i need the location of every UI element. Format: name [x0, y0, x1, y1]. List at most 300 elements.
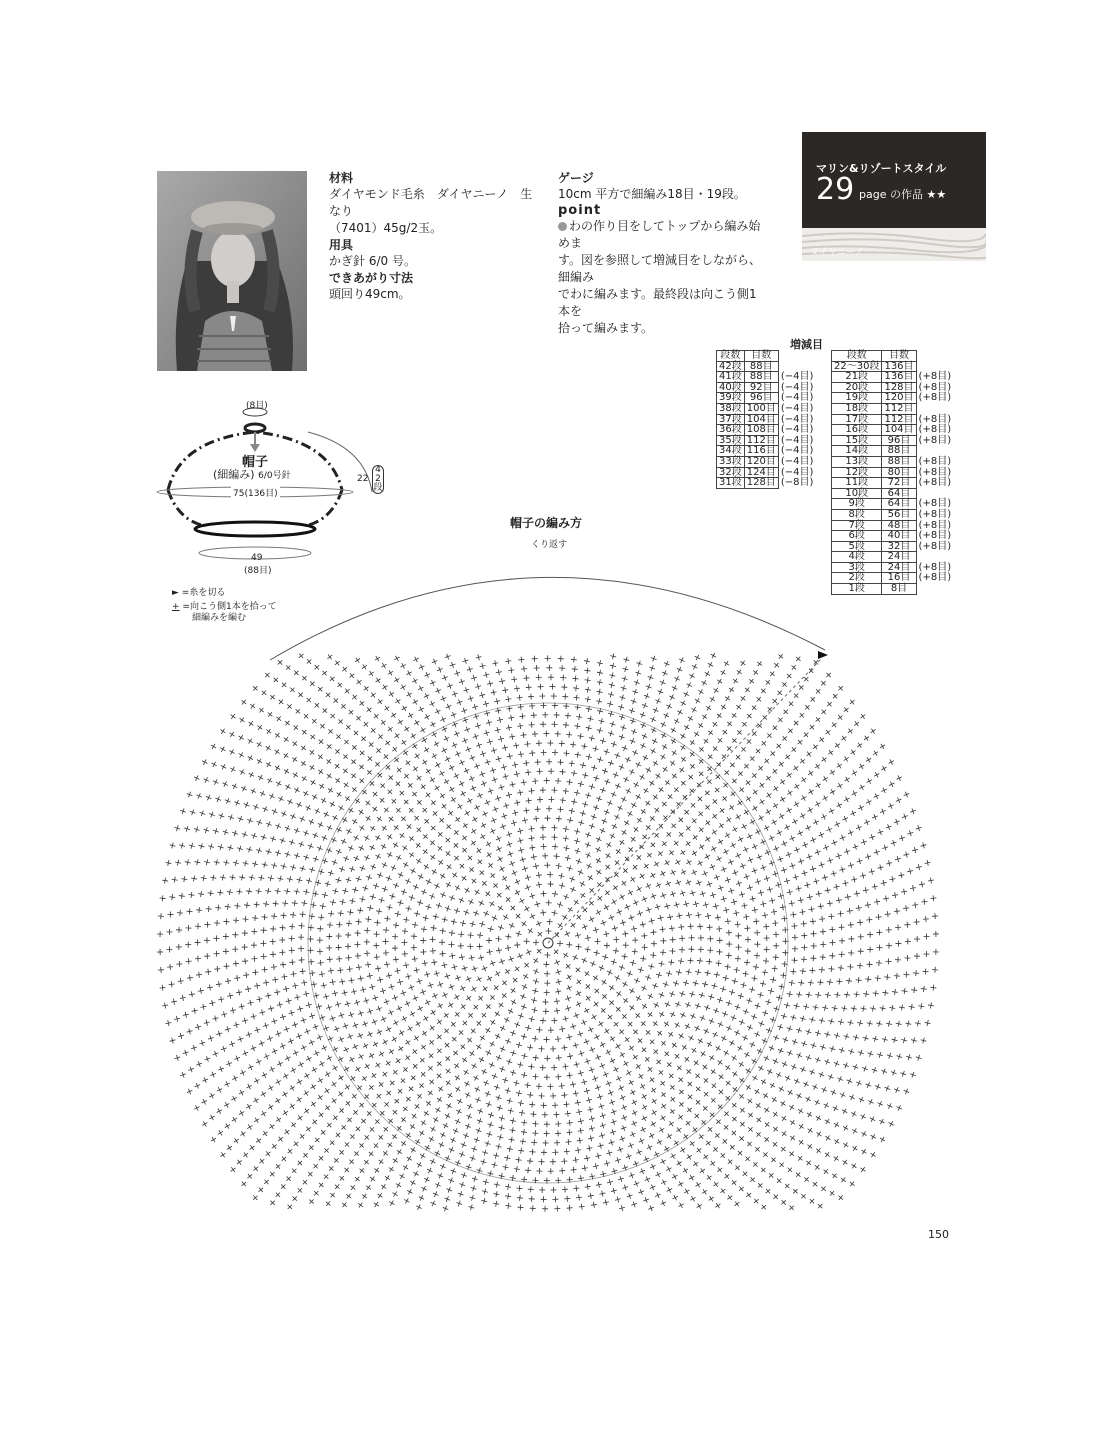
stitch-mark: [804, 1095, 812, 1103]
stitch-mark: [430, 868, 438, 876]
stitch-mark: [309, 778, 317, 786]
point-line-2: す。図を参照して増減目をしながら、細編み: [558, 253, 762, 284]
stitch-mark: [761, 969, 768, 976]
stitch-mark: [465, 994, 473, 1002]
stitch-mark: [903, 851, 910, 858]
stitch-mark: [644, 882, 652, 890]
stitch-mark: [443, 1041, 451, 1049]
stitch-mark: [546, 806, 552, 812]
row-label: 1段: [832, 584, 882, 595]
stitch-mark: [628, 707, 636, 715]
stitch-mark: [207, 1035, 214, 1042]
stitch-mark: [828, 1189, 836, 1197]
stitch-mark: [515, 1156, 522, 1163]
stitch-mark: [907, 868, 914, 875]
stitch-mark: [238, 1089, 246, 1097]
stitch-mark: [337, 1148, 345, 1156]
stitch-mark: [492, 983, 500, 991]
stitch-mark: [900, 1037, 907, 1044]
stitch-mark: [570, 1023, 577, 1030]
stitch-mark: [670, 937, 676, 943]
stitch-mark: [470, 877, 478, 885]
stitch-mark: [544, 862, 550, 868]
stitch-mark: [409, 1179, 417, 1187]
stitch-mark: [615, 1075, 623, 1083]
stitch-mark: [620, 1114, 628, 1122]
stitch-mark: [488, 900, 496, 908]
stitch-mark: [207, 984, 214, 991]
stitch-mark: [788, 900, 795, 907]
stitch-mark: [374, 746, 382, 754]
stitch-mark: [575, 978, 583, 986]
stitch-mark: [639, 807, 647, 815]
stitch-mark: [564, 1148, 571, 1155]
stitch-mark: [349, 772, 357, 780]
stitch-mark: [280, 961, 286, 967]
stitch-mark: [198, 987, 205, 994]
stitch-mark: [598, 1103, 606, 1111]
stitch-mark: [260, 1109, 268, 1117]
stitch-mark: [506, 753, 513, 760]
stitch-mark: [679, 935, 685, 941]
stitch-mark: [687, 957, 694, 964]
stitch-mark: [594, 1053, 602, 1061]
stitch-mark: [684, 824, 692, 832]
stitch-mark: [276, 1001, 283, 1008]
stitch-mark: [633, 1180, 641, 1188]
stitch-mark: [246, 754, 254, 762]
stitch-mark: [277, 698, 285, 706]
stitch-mark: [308, 733, 316, 741]
stitch-mark: [808, 1197, 816, 1205]
stitch-mark: [857, 1096, 865, 1104]
stitch-mark: [317, 960, 323, 966]
stitch-mark: [600, 919, 608, 927]
stitch-mark: [303, 1107, 311, 1115]
row-label: 17段: [832, 414, 882, 425]
stitch-mark: [613, 813, 621, 821]
row-label: 20段: [832, 382, 882, 393]
stitch-mark: [458, 931, 465, 938]
stitch-mark: [188, 842, 195, 849]
stitch-mark: [698, 1014, 706, 1022]
stitch-mark: [274, 989, 281, 996]
stitch-mark: [205, 906, 212, 913]
stitch-mark: [759, 687, 767, 695]
stitch-mark: [676, 708, 684, 716]
stitch-mark: [421, 926, 428, 933]
stitch-mark: [795, 885, 802, 892]
stitch-mark: [499, 1045, 507, 1053]
stitch-mark: [232, 946, 238, 952]
stitch-mark: [866, 1020, 873, 1027]
stitch-mark: [532, 731, 538, 737]
stitch-mark: [429, 798, 437, 806]
stitch-mark: [835, 762, 843, 770]
stitch-mark: [700, 713, 708, 721]
stitch-mark: [639, 921, 646, 928]
stitch-mark: [394, 697, 402, 705]
stitch-mark: [208, 1113, 216, 1121]
stitch-mark: [915, 1054, 923, 1062]
stitch-mark: [355, 930, 361, 936]
stitch-mark: [673, 901, 680, 908]
stitch-mark: [922, 968, 928, 974]
stitch-mark: [348, 671, 356, 679]
stitch-mark: [792, 946, 798, 952]
stitch-count: 88目: [744, 361, 778, 372]
stitch-mark: [588, 1125, 595, 1132]
stitch-mark: [838, 924, 844, 930]
stitch-mark: [267, 1005, 274, 1012]
stitch-mark: [593, 949, 600, 956]
stitch-mark: [590, 1013, 598, 1021]
stitch-mark: [464, 1122, 472, 1130]
stitch-mark: [797, 897, 804, 904]
stitch-mark: [306, 1170, 314, 1178]
stitch-mark: [551, 1187, 557, 1193]
stitch-mark: [717, 821, 725, 829]
stitch-mark: [555, 1121, 561, 1127]
stitch-mark: [837, 910, 844, 917]
stitch-mark: [432, 1190, 440, 1198]
stitch-mark: [513, 878, 521, 886]
stitch-mark: [530, 854, 537, 861]
stitch-mark: [518, 656, 525, 663]
stitch-mark: [516, 694, 523, 701]
stitch-mark: [207, 843, 214, 850]
stitch-mark: [544, 1121, 550, 1127]
size-text: 頭回り49cm。: [329, 287, 411, 301]
stitch-mark: [256, 996, 263, 1003]
stitch-mark: [745, 1191, 753, 1199]
stitch-mark: [786, 1049, 794, 1057]
stitch-mark: [697, 957, 704, 964]
stitch-mark: [429, 824, 437, 832]
stitch-mark: [391, 1068, 399, 1076]
stitch-mark: [245, 986, 252, 993]
stitch-mark: [920, 986, 927, 993]
stitch-mark: [754, 1130, 762, 1138]
stitch-mark: [242, 916, 248, 922]
stitch-mark: [422, 1014, 430, 1022]
stitch-mark: [225, 978, 232, 985]
stitch-mark: [271, 913, 278, 920]
stitch-mark: [406, 711, 414, 719]
stitch-mark: [279, 949, 285, 955]
stitch-mark: [486, 937, 492, 943]
stitch-mark: [632, 937, 638, 943]
stitch-mark: [914, 1020, 921, 1027]
stitch-mark: [444, 1079, 452, 1087]
stitch-mark: [333, 1025, 341, 1033]
stitch-mark: [395, 1148, 403, 1156]
stitch-mark: [842, 706, 850, 714]
stitch-mark: [648, 779, 656, 787]
stitch-mark: [690, 817, 698, 825]
stitch-mark: [564, 962, 572, 970]
stitch-mark: [889, 1004, 896, 1011]
stitch-mark: [772, 845, 780, 853]
stitch-mark: [903, 905, 910, 912]
stitch-mark: [369, 691, 377, 699]
stitch-mark: [543, 961, 549, 967]
stitch-mark: [478, 1056, 486, 1064]
stitch-mark: [852, 1034, 859, 1041]
stitch-mark: [903, 1088, 911, 1096]
stitch-count: 24目: [882, 562, 916, 573]
stitch-mark: [425, 878, 433, 886]
stitch-mark: [868, 1115, 876, 1123]
stitch-mark: [716, 1020, 724, 1028]
stitch-mark: [285, 997, 292, 1004]
stitch-mark: [621, 866, 629, 874]
stitch-mark: [544, 1074, 550, 1080]
stitch-mark: [493, 1181, 500, 1188]
stitch-mark: [383, 704, 391, 712]
stitch-mark: [473, 1085, 481, 1093]
stitch-mark: [742, 1008, 750, 1016]
stitch-mark: [681, 1166, 689, 1174]
stitch-mark: [176, 927, 182, 933]
stitch-mark: [800, 794, 808, 802]
stitch-mark: [820, 755, 828, 763]
stitch-mark: [453, 1010, 461, 1018]
stitch-mark: [679, 755, 687, 763]
stitch-mark: [622, 1060, 630, 1068]
stitch-mark: [587, 1135, 594, 1142]
stitch-mark: [505, 830, 513, 838]
stitch-mark: [603, 808, 611, 816]
stitch-mark: [251, 956, 257, 962]
stitch-mark: [762, 1135, 770, 1143]
stitch-mark: [797, 858, 805, 866]
stitch-mark: [825, 700, 833, 708]
stitch-mark: [430, 948, 436, 954]
stitch-mark: [509, 904, 517, 912]
stitch-mark: [219, 1151, 227, 1159]
stitch-mark: [892, 989, 899, 996]
stitch-mark: [667, 1120, 675, 1128]
stitch-mark: [222, 828, 230, 836]
stitch-mark: [236, 888, 243, 895]
stitch-mark: [281, 1109, 289, 1117]
stitch-mark: [456, 698, 464, 706]
stitch-mark: [648, 1038, 656, 1046]
stitch-mark: [241, 831, 249, 839]
stitch-mark: [608, 1098, 616, 1106]
stitch-mark: [758, 1020, 766, 1028]
stitch-mark: [558, 882, 565, 889]
stitch-mark: [761, 1091, 769, 1099]
stitch-mark: [400, 738, 408, 746]
stitch-mark: [583, 969, 591, 977]
stitch-mark: [217, 1065, 225, 1073]
stitch-mark: [779, 1145, 787, 1153]
stitch-mark: [704, 835, 712, 843]
stitch-mark: [372, 1200, 380, 1208]
row-label: 19段: [832, 393, 882, 404]
row-label: 35段: [717, 435, 745, 446]
stitch-mark: [607, 759, 615, 767]
stitch-count: 88目: [882, 456, 916, 467]
stitch-mark: [364, 799, 372, 807]
stitch-mark: [887, 802, 895, 810]
stitch-mark: [261, 953, 267, 959]
stitch-mark: [852, 1063, 860, 1071]
stitch-mark: [409, 1146, 417, 1154]
stitch-mark: [687, 923, 694, 930]
stitch-mark: [359, 1117, 367, 1125]
stitch-mark: [743, 914, 750, 921]
stitch-mark: [460, 874, 468, 882]
stitch-mark: [350, 785, 358, 793]
stitch-mark: [780, 1129, 788, 1137]
stitch-mark: [532, 1035, 539, 1042]
stitch-mark: [639, 1019, 647, 1027]
stitch-mark: [167, 964, 173, 970]
stitch-mark: [525, 769, 532, 776]
stitch-mark: [178, 893, 185, 900]
stitch-mark: [319, 1128, 327, 1136]
stitch-mark: [843, 775, 851, 783]
stitch-mark: [529, 844, 536, 851]
stitch-mark: [685, 1106, 693, 1114]
stitch-mark: [595, 868, 603, 876]
stitch-mark: [725, 816, 733, 824]
stitch-mark: [910, 885, 917, 892]
stitch-mark: [620, 1103, 628, 1111]
stitch-mark: [296, 1159, 304, 1167]
stitch-mark: [475, 1127, 483, 1135]
stitch-mark: [909, 1071, 917, 1079]
stitch-count: 96目: [744, 393, 778, 404]
stitch-mark: [531, 656, 537, 662]
stitch-mark: [848, 1048, 856, 1056]
series-title: マリン&リゾートスタイル: [816, 162, 947, 175]
stitch-mark: [186, 1088, 194, 1096]
stitch-mark: [427, 981, 435, 989]
stitch-mark: [676, 912, 683, 919]
stitch-mark: [357, 808, 365, 816]
stitch-mark: [754, 1002, 761, 1009]
stitch-mark: [461, 737, 469, 745]
stitch-mark: [783, 1002, 790, 1009]
stitch-mark: [751, 843, 759, 851]
stitch-mark: [836, 978, 843, 985]
stitch-mark: [637, 1188, 645, 1196]
stitch-mark: [412, 814, 420, 822]
row-label: 39段: [717, 393, 745, 404]
stitch-mark: [356, 1201, 364, 1209]
stitch-mark: [307, 842, 315, 850]
stitch-mark: [292, 669, 300, 677]
stitch-mark: [254, 1136, 262, 1144]
stitch-mark: [885, 823, 893, 831]
stitch-mark: [214, 966, 220, 972]
stitch-mark: [406, 1188, 414, 1196]
stitch-mark: [295, 1032, 303, 1040]
stitch-mark: [802, 1080, 810, 1088]
stitch-mark: [650, 1108, 658, 1116]
stitch-mark: [406, 781, 414, 789]
stitch-mark: [493, 1200, 500, 1207]
stitch-mark: [209, 1000, 216, 1007]
stitch-mark: [413, 752, 421, 760]
stitch-mark: [814, 1056, 822, 1064]
stitch-mark: [904, 955, 910, 961]
stitch-mark: [441, 1122, 449, 1130]
stitch-mark: [898, 872, 905, 879]
stitch-mark: [608, 681, 615, 688]
row-label: 6段: [832, 531, 882, 542]
stitch-mark: [358, 777, 366, 785]
stitch-mark: [324, 1199, 332, 1207]
stitch-mark: [513, 1079, 520, 1086]
stitch-mark: [865, 853, 872, 860]
stitch-mark: [466, 797, 474, 805]
stitch-mark: [780, 734, 788, 742]
stitch-mark: [570, 741, 577, 748]
stitch-mark: [398, 1172, 406, 1180]
stitch-mark: [373, 1166, 381, 1174]
stitch-mark: [719, 668, 727, 676]
stitch-mark: [785, 771, 793, 779]
stitch-mark: [649, 1163, 657, 1171]
stitch-mark: [274, 1078, 282, 1086]
stitch-mark: [219, 745, 227, 753]
stitch-mark: [386, 725, 394, 733]
stitch-mark: [212, 1050, 220, 1058]
stitch-mark: [484, 840, 492, 848]
stitch-mark: [374, 919, 381, 926]
stitch-mark: [344, 1000, 351, 1007]
stitch-mark: [447, 1177, 455, 1185]
stitch-mark: [488, 993, 496, 1001]
stitch-mark: [371, 1040, 379, 1048]
stitch-mark: [233, 1055, 241, 1063]
stitch-mark: [753, 964, 760, 971]
stitch-mark: [607, 730, 614, 737]
stitch-mark: [224, 1026, 231, 1033]
stitch-mark: [812, 818, 820, 826]
stitch-mark: [777, 1161, 785, 1169]
stitch-mark: [826, 857, 833, 864]
stitch-mark: [324, 691, 332, 699]
stitch-mark: [650, 655, 658, 663]
stitch-mark: [498, 1065, 506, 1073]
stitch-mark: [680, 868, 688, 876]
stitch-mark: [362, 885, 369, 892]
stitch-mark: [409, 1074, 417, 1082]
stitch-mark: [905, 1053, 913, 1061]
stitch-mark: [216, 1086, 224, 1094]
stitch-mark: [389, 711, 397, 719]
stitch-mark: [830, 721, 838, 729]
stitch-mark: [420, 938, 426, 944]
stitch-mark: [868, 868, 875, 875]
stitch-mark: [558, 872, 565, 879]
stitch-mark: [472, 1003, 480, 1011]
stitch-mark: [536, 1027, 543, 1034]
stitch-mark: [291, 771, 299, 779]
stitch-mark: [521, 983, 529, 991]
stitch-mark: [641, 944, 647, 950]
stitch-mark: [701, 1104, 709, 1112]
stitch-mark: [706, 728, 714, 736]
stitch-mark: [523, 675, 529, 681]
stitch-mark: [411, 956, 418, 963]
